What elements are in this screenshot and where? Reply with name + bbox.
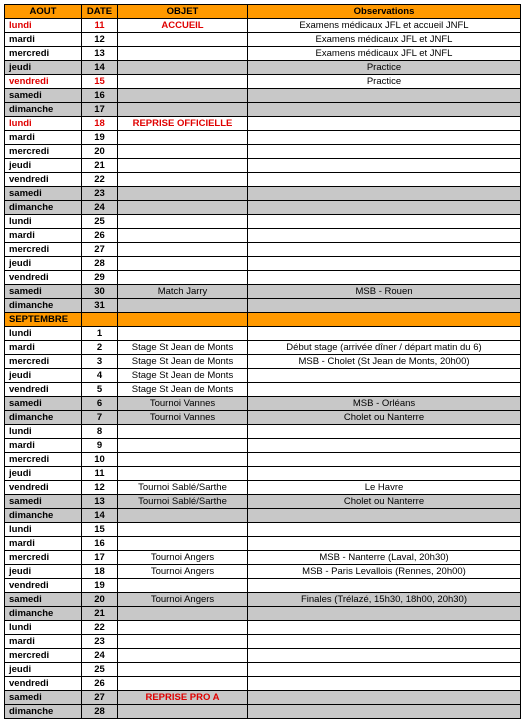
objet-cell xyxy=(118,299,248,313)
day-cell: dimanche xyxy=(5,299,82,313)
day-cell: dimanche xyxy=(5,705,82,719)
table-row xyxy=(5,523,521,537)
date-cell: 28 xyxy=(82,257,118,271)
observation-cell xyxy=(248,509,521,523)
day-cell: vendredi xyxy=(5,677,82,691)
objet-cell: ACCUEIL xyxy=(118,19,248,33)
table-row xyxy=(5,705,521,719)
table-row xyxy=(5,61,521,75)
day-cell: jeudi xyxy=(5,565,82,579)
day-cell: samedi xyxy=(5,285,82,299)
day-cell: mercredi xyxy=(5,243,82,257)
date-cell: 3 xyxy=(82,355,118,369)
observation-cell xyxy=(248,187,521,201)
day-cell: lundi xyxy=(5,19,82,33)
date-cell: 24 xyxy=(82,649,118,663)
objet-cell xyxy=(118,509,248,523)
observation-cell: MSB - Nanterre (Laval, 20h30) xyxy=(248,551,521,565)
date-cell: 9 xyxy=(82,439,118,453)
date-cell: 12 xyxy=(82,33,118,47)
observation-cell: Début stage (arrivée dîner / départ matin du 6) xyxy=(248,341,521,355)
day-cell: mercredi xyxy=(5,47,82,61)
header-row xyxy=(5,5,521,19)
objet-cell: Match Jarry xyxy=(118,285,248,299)
table-row xyxy=(5,691,521,705)
table-row xyxy=(5,383,521,397)
table-row xyxy=(5,131,521,145)
table-row xyxy=(5,663,521,677)
objet-cell: Tournoi Sablé/Sarthe xyxy=(118,495,248,509)
date-cell: 26 xyxy=(82,677,118,691)
table-row xyxy=(5,607,521,621)
objet-cell xyxy=(118,607,248,621)
table-row xyxy=(5,201,521,215)
objet-cell xyxy=(118,621,248,635)
observation-cell xyxy=(248,523,521,537)
table-row xyxy=(5,593,521,607)
date-cell: 26 xyxy=(82,229,118,243)
table-row xyxy=(5,327,521,341)
objet-cell xyxy=(118,425,248,439)
observation-cell xyxy=(248,159,521,173)
objet-cell: Tournoi Vannes xyxy=(118,397,248,411)
table-row xyxy=(5,103,521,117)
aout-rows xyxy=(5,19,521,313)
observation-cell: MSB - Orléans xyxy=(248,397,521,411)
objet-cell xyxy=(118,33,248,47)
header-objet: OBJET xyxy=(118,5,248,19)
day-cell: jeudi xyxy=(5,257,82,271)
table-row xyxy=(5,649,521,663)
objet-cell xyxy=(118,677,248,691)
table-row xyxy=(5,411,521,425)
date-cell: 22 xyxy=(82,621,118,635)
objet-cell xyxy=(118,201,248,215)
observation-cell xyxy=(248,173,521,187)
date-cell: 7 xyxy=(82,411,118,425)
observation-cell xyxy=(248,271,521,285)
day-cell: vendredi xyxy=(5,481,82,495)
schedule-table xyxy=(4,4,521,719)
observation-cell xyxy=(248,425,521,439)
observation-cell xyxy=(248,383,521,397)
observation-cell xyxy=(248,705,521,719)
date-cell: 21 xyxy=(82,159,118,173)
observation-cell: Cholet ou Nanterre xyxy=(248,411,521,425)
date-cell: 20 xyxy=(82,593,118,607)
observation-cell xyxy=(248,89,521,103)
observation-cell xyxy=(248,229,521,243)
observation-cell xyxy=(248,453,521,467)
objet-cell xyxy=(118,327,248,341)
objet-cell xyxy=(118,159,248,173)
objet-cell xyxy=(118,579,248,593)
day-cell: samedi xyxy=(5,89,82,103)
observation-cell: Finales (Trélazé, 15h30, 18h00, 20h30) xyxy=(248,593,521,607)
table-row xyxy=(5,299,521,313)
table-row xyxy=(5,635,521,649)
objet-cell xyxy=(118,453,248,467)
observation-cell xyxy=(248,621,521,635)
objet-cell: Stage St Jean de Monts xyxy=(118,383,248,397)
objet-cell xyxy=(118,705,248,719)
table-row xyxy=(5,439,521,453)
date-cell: 1 xyxy=(82,327,118,341)
day-cell: mardi xyxy=(5,635,82,649)
day-cell: mercredi xyxy=(5,551,82,565)
observation-cell xyxy=(248,131,521,145)
objet-cell: REPRISE PRO A xyxy=(118,691,248,705)
table-row xyxy=(5,75,521,89)
date-cell: 15 xyxy=(82,75,118,89)
objet-cell xyxy=(118,229,248,243)
day-cell: mercredi xyxy=(5,649,82,663)
day-cell: mardi xyxy=(5,341,82,355)
date-cell: 14 xyxy=(82,509,118,523)
objet-cell: Stage St Jean de Monts xyxy=(118,355,248,369)
objet-cell: Tournoi Angers xyxy=(118,593,248,607)
date-cell: 17 xyxy=(82,103,118,117)
day-cell: mercredi xyxy=(5,145,82,159)
observation-cell xyxy=(248,145,521,159)
date-cell: 10 xyxy=(82,453,118,467)
day-cell: jeudi xyxy=(5,663,82,677)
septembre-rows xyxy=(5,327,521,719)
objet-cell xyxy=(118,47,248,61)
date-cell: 30 xyxy=(82,285,118,299)
table-row xyxy=(5,89,521,103)
table-row xyxy=(5,677,521,691)
header-aout: AOUT xyxy=(5,5,82,19)
date-cell: 23 xyxy=(82,187,118,201)
date-cell: 12 xyxy=(82,481,118,495)
objet-cell: REPRISE OFFICIELLE xyxy=(118,117,248,131)
day-cell: samedi xyxy=(5,691,82,705)
day-cell: mardi xyxy=(5,439,82,453)
day-cell: samedi xyxy=(5,495,82,509)
header-date: DATE xyxy=(82,5,118,19)
table-row xyxy=(5,495,521,509)
date-cell: 13 xyxy=(82,47,118,61)
day-cell: samedi xyxy=(5,397,82,411)
day-cell: samedi xyxy=(5,187,82,201)
date-cell: 14 xyxy=(82,61,118,75)
table-row xyxy=(5,621,521,635)
observation-cell xyxy=(248,201,521,215)
day-cell: dimanche xyxy=(5,201,82,215)
date-cell: 29 xyxy=(82,271,118,285)
objet-cell xyxy=(118,145,248,159)
objet-cell xyxy=(118,439,248,453)
observation-cell xyxy=(248,103,521,117)
table-row xyxy=(5,425,521,439)
table-row xyxy=(5,285,521,299)
date-cell: 25 xyxy=(82,663,118,677)
day-cell: mercredi xyxy=(5,453,82,467)
objet-cell: Stage St Jean de Monts xyxy=(118,369,248,383)
objet-cell xyxy=(118,467,248,481)
objet-cell xyxy=(118,215,248,229)
table-row xyxy=(5,453,521,467)
observation-cell xyxy=(248,691,521,705)
date-cell: 21 xyxy=(82,607,118,621)
day-cell: lundi xyxy=(5,523,82,537)
observation-cell: Practice xyxy=(248,75,521,89)
day-cell: lundi xyxy=(5,425,82,439)
observation-cell xyxy=(248,327,521,341)
day-cell: jeudi xyxy=(5,61,82,75)
date-cell: 20 xyxy=(82,145,118,159)
observation-cell xyxy=(248,607,521,621)
objet-cell: Stage St Jean de Monts xyxy=(118,341,248,355)
date-cell: 8 xyxy=(82,425,118,439)
date-cell: 23 xyxy=(82,635,118,649)
table-row xyxy=(5,215,521,229)
observation-cell xyxy=(248,579,521,593)
date-cell: 22 xyxy=(82,173,118,187)
observation-cell xyxy=(248,635,521,649)
table-row xyxy=(5,173,521,187)
date-cell: 27 xyxy=(82,691,118,705)
date-cell: 19 xyxy=(82,579,118,593)
observation-cell xyxy=(248,257,521,271)
table-row xyxy=(5,229,521,243)
date-cell: 16 xyxy=(82,89,118,103)
month-label: SEPTEMBRE xyxy=(5,313,82,327)
table-row xyxy=(5,257,521,271)
date-cell: 13 xyxy=(82,495,118,509)
table-row xyxy=(5,47,521,61)
objet-cell xyxy=(118,537,248,551)
table-row xyxy=(5,467,521,481)
day-cell: vendredi xyxy=(5,173,82,187)
objet-cell xyxy=(118,271,248,285)
observation-cell: Examens médicaux JFL et JNFL xyxy=(248,47,521,61)
day-cell: mercredi xyxy=(5,355,82,369)
observation-cell xyxy=(248,243,521,257)
date-cell: 18 xyxy=(82,117,118,131)
objet-cell xyxy=(118,649,248,663)
table-row xyxy=(5,271,521,285)
day-cell: jeudi xyxy=(5,159,82,173)
observation-cell xyxy=(248,649,521,663)
observation-cell xyxy=(248,439,521,453)
table-row xyxy=(5,243,521,257)
table-row xyxy=(5,579,521,593)
table-row xyxy=(5,159,521,173)
objet-cell xyxy=(118,131,248,145)
day-cell: jeudi xyxy=(5,467,82,481)
observation-cell xyxy=(248,467,521,481)
date-cell: 6 xyxy=(82,397,118,411)
day-cell: jeudi xyxy=(5,369,82,383)
date-cell: 15 xyxy=(82,523,118,537)
day-cell: vendredi xyxy=(5,75,82,89)
date-cell: 2 xyxy=(82,341,118,355)
observation-cell xyxy=(248,215,521,229)
date-cell: 16 xyxy=(82,537,118,551)
objet-cell xyxy=(118,523,248,537)
day-cell: lundi xyxy=(5,327,82,341)
objet-cell: Tournoi Angers xyxy=(118,551,248,565)
observation-cell xyxy=(248,537,521,551)
observation-cell: Le Havre xyxy=(248,481,521,495)
date-cell: 11 xyxy=(82,19,118,33)
table-row xyxy=(5,509,521,523)
month-row xyxy=(5,313,521,327)
date-cell: 24 xyxy=(82,201,118,215)
day-cell: samedi xyxy=(5,593,82,607)
observation-cell: Practice xyxy=(248,61,521,75)
day-cell: lundi xyxy=(5,117,82,131)
table-row xyxy=(5,537,521,551)
header-observations: Observations xyxy=(248,5,521,19)
day-cell: mardi xyxy=(5,537,82,551)
observation-cell xyxy=(248,299,521,313)
objet-cell xyxy=(118,103,248,117)
day-cell: vendredi xyxy=(5,271,82,285)
table-row xyxy=(5,397,521,411)
date-cell: 18 xyxy=(82,565,118,579)
table-row xyxy=(5,369,521,383)
date-cell: 28 xyxy=(82,705,118,719)
table-row xyxy=(5,187,521,201)
table-row xyxy=(5,551,521,565)
objet-cell: Tournoi Angers xyxy=(118,565,248,579)
objet-cell xyxy=(118,173,248,187)
date-cell: 4 xyxy=(82,369,118,383)
day-cell: dimanche xyxy=(5,607,82,621)
day-cell: lundi xyxy=(5,215,82,229)
day-cell: vendredi xyxy=(5,579,82,593)
observation-cell xyxy=(248,117,521,131)
objet-cell xyxy=(118,635,248,649)
observation-cell: Examens médicaux JFL et accueil JNFL xyxy=(248,19,521,33)
table-row xyxy=(5,341,521,355)
observation-cell xyxy=(248,369,521,383)
septembre-header xyxy=(5,313,521,327)
date-cell: 5 xyxy=(82,383,118,397)
objet-cell xyxy=(118,663,248,677)
date-cell: 19 xyxy=(82,131,118,145)
observation-cell: Examens médicaux JFL et JNFL xyxy=(248,33,521,47)
table-row xyxy=(5,19,521,33)
table-row xyxy=(5,565,521,579)
observation-cell: MSB - Paris Levallois (Rennes, 20h00) xyxy=(248,565,521,579)
observation-cell xyxy=(248,663,521,677)
objet-cell xyxy=(118,187,248,201)
objet-cell xyxy=(118,243,248,257)
table-row xyxy=(5,117,521,131)
observation-cell xyxy=(248,677,521,691)
day-cell: mardi xyxy=(5,33,82,47)
table-row xyxy=(5,33,521,47)
objet-cell: Tournoi Vannes xyxy=(118,411,248,425)
day-cell: dimanche xyxy=(5,103,82,117)
day-cell: lundi xyxy=(5,621,82,635)
objet-cell: Tournoi Sablé/Sarthe xyxy=(118,481,248,495)
date-cell: 11 xyxy=(82,467,118,481)
observation-cell: MSB - Rouen xyxy=(248,285,521,299)
observation-cell: MSB - Cholet (St Jean de Monts, 20h00) xyxy=(248,355,521,369)
date-cell: 27 xyxy=(82,243,118,257)
table-row xyxy=(5,481,521,495)
date-cell: 31 xyxy=(82,299,118,313)
date-cell: 25 xyxy=(82,215,118,229)
objet-cell xyxy=(118,257,248,271)
day-cell: dimanche xyxy=(5,411,82,425)
day-cell: mardi xyxy=(5,229,82,243)
day-cell: mardi xyxy=(5,131,82,145)
objet-cell xyxy=(118,75,248,89)
table-row xyxy=(5,145,521,159)
day-cell: dimanche xyxy=(5,509,82,523)
date-cell: 17 xyxy=(82,551,118,565)
objet-cell xyxy=(118,89,248,103)
day-cell: vendredi xyxy=(5,383,82,397)
table-row xyxy=(5,355,521,369)
objet-cell xyxy=(118,61,248,75)
observation-cell: Cholet ou Nanterre xyxy=(248,495,521,509)
